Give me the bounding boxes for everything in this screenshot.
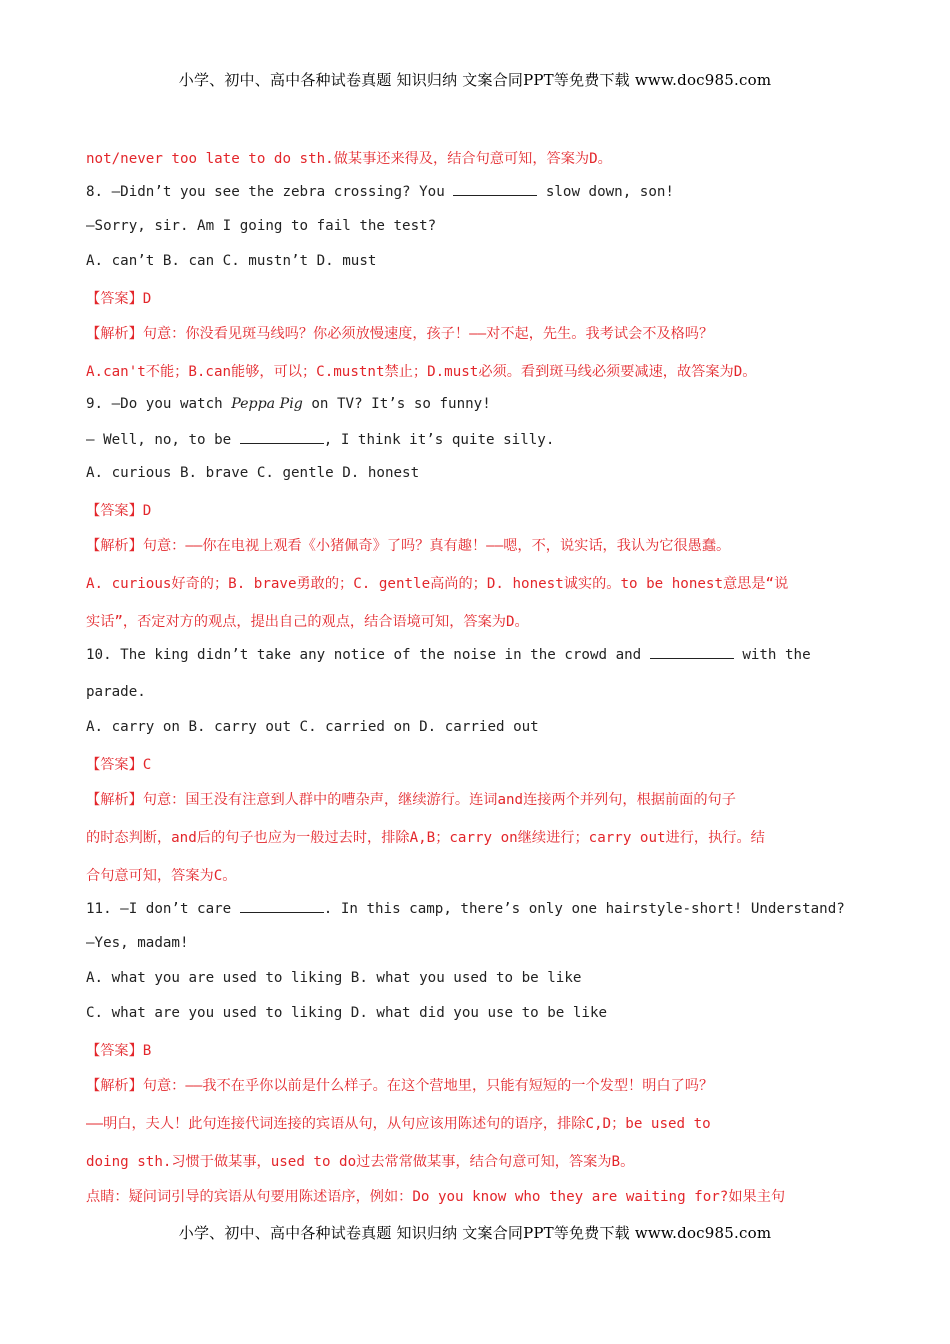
tip-line: 点睛：疑问词引导的宾语从句要用陈述语序，例如：Do you know who they are waiting for?如果主句 [86, 1189, 786, 1205]
question-text: . In this camp, there’s only one hairstyle-short! Understand? [323, 901, 845, 917]
question-11-options: A. what you are used to liking B. what you used to be like [86, 970, 582, 986]
explanation-line: 的时态判断，and后的句子也应为一般过去时，排除A,B；carry on继续进行；carry out进行，执行。结 [86, 830, 765, 846]
answer-value: B [142, 1043, 152, 1059]
question-text: on TV? It’s so funny! [311, 396, 491, 412]
answer-blank [453, 183, 537, 196]
question-10-continued: parade. [86, 684, 146, 700]
question-text: 9. —Do you watch [86, 396, 223, 412]
question-text: 10. The king didn’t take any notice of the noise in the crowd and [86, 647, 642, 663]
answer-blank [240, 900, 324, 913]
explanation-line: 合句意可知，答案为C。 [86, 868, 237, 884]
question-10-explanation [86, 789, 736, 809]
question-10-answer [86, 754, 151, 774]
explanation-label: 【解析】 [86, 1078, 143, 1094]
answer-blank [240, 431, 324, 444]
question-11-answer [86, 1040, 151, 1060]
question-8-explanation [86, 323, 713, 343]
explanation-line: not/never too late to do sth.做某事还来得及，结合句意可知，答案为D。 [86, 151, 612, 167]
show-title: Peppa Pig [231, 396, 303, 412]
explanation-line: ——明白，夫人！此句连接代词连接的宾语从句，从句应该用陈述句的语序，排除C,D；be used to [86, 1116, 711, 1132]
explanation-text: 句意：——我不在乎你以前是什么样子。在这个营地里，只能有短短的一个发型！明白了吗？ [142, 1078, 714, 1094]
question-text: with the [742, 647, 811, 663]
question-8-answer [86, 288, 151, 308]
question-9-explanation [86, 535, 730, 555]
answer-value: C [142, 757, 152, 773]
explanation-text: 句意：你没看见斑马线吗？你必须放慢速度，孩子！——对不起，先生。我考试会不及格吗？ [142, 326, 714, 342]
explanation-line: A. curious好奇的；B. brave勇敢的；C. gentle高尚的；D. honest诚实的。to be honest意思是“说 [86, 576, 789, 592]
question-8-response: —Sorry, sir. Am I going to fail the test? [86, 218, 437, 234]
answer-label: 【答案】 [86, 1043, 143, 1059]
question-9-response [86, 431, 554, 448]
explanation-label: 【解析】 [86, 792, 143, 808]
explanation-line: 实话”，否定对方的观点，提出自己的观点，结合语境可知，答案为D。 [86, 614, 529, 630]
explanation-line: A.can't不能；B.can能够，可以；C.mustnt禁止；D.must必须。看到斑马线必须要减速，故答案为D。 [86, 364, 757, 380]
question-10 [86, 646, 811, 663]
question-text: — Well, no, to be [86, 432, 232, 448]
question-11-options: C. what are you used to liking D. what did you use to be like [86, 1005, 608, 1021]
question-8-options: A. can’t B. can C. mustn’t D. must [86, 253, 377, 269]
question-8 [86, 183, 674, 200]
question-9-options: A. curious B. brave C. gentle D. honest [86, 465, 420, 481]
question-11-explanation [86, 1075, 713, 1095]
explanation-label: 【解析】 [86, 326, 143, 342]
answer-blank [650, 646, 734, 659]
question-11 [86, 900, 845, 917]
explanation-text: 句意：——你在电视上观看《小猪佩奇》了吗？真有趣！——嗯，不，说实话，我认为它很愚蠢。 [142, 538, 731, 554]
question-text: , I think it’s quite silly. [323, 432, 555, 448]
answer-value: D [142, 291, 152, 307]
question-9 [86, 396, 491, 412]
explanation-label: 【解析】 [86, 538, 143, 554]
page-header: 小学、初中、高中各种试卷真题 知识归纳 文案合同PPT等免费下载 www.doc985.com [178, 71, 772, 89]
answer-label: 【答案】 [86, 291, 143, 307]
question-11-response: —Yes, madam! [86, 935, 189, 951]
explanation-text: 句意：国王没有注意到人群中的嘈杂声，继续游行。连词and连接两个并列句，根据前面的句子 [142, 792, 736, 808]
question-9-answer [86, 500, 151, 520]
page-footer: 小学、初中、高中各种试卷真题 知识归纳 文案合同PPT等免费下载 www.doc985.com [178, 1224, 772, 1242]
question-text: 11. —I don’t care [86, 901, 232, 917]
answer-value: D [142, 503, 152, 519]
question-text: slow down, son! [545, 184, 674, 200]
answer-label: 【答案】 [86, 503, 143, 519]
explanation-line: doing sth.习惯于做某事，used to do过去常常做某事，结合句意可知，答案为B。 [86, 1154, 635, 1170]
question-text: 8. —Didn’t you see the zebra crossing? You [86, 184, 445, 200]
question-10-options: A. carry on B. carry out C. carried on D. carried out [86, 719, 539, 735]
answer-label: 【答案】 [86, 757, 143, 773]
